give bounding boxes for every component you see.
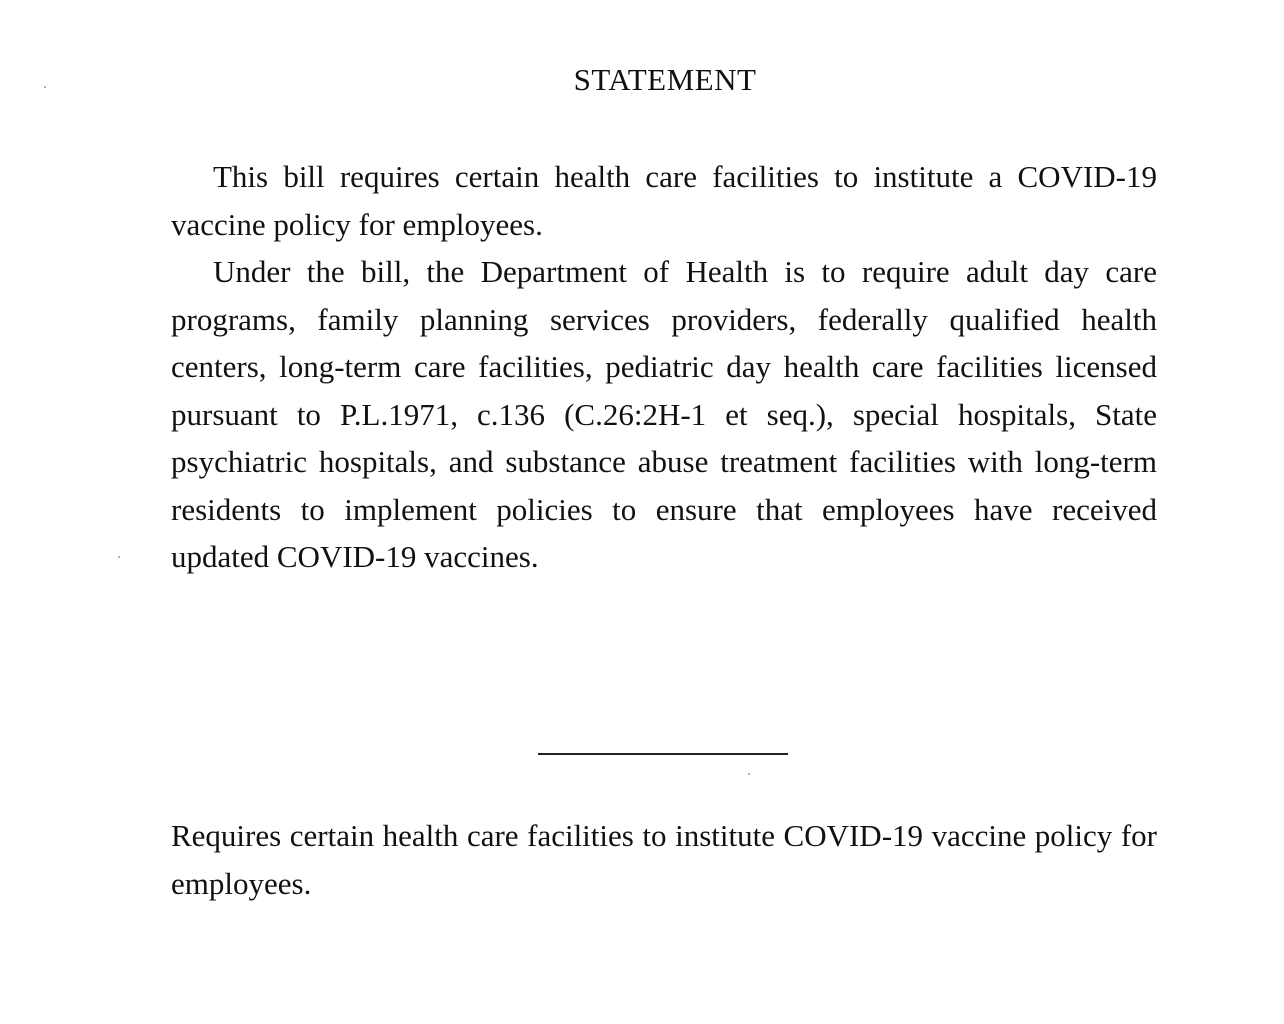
- bill-digest: Requires certain health care facilities to institute COVID-19 vaccine policy for employees.: [171, 818, 1157, 901]
- section-divider: [538, 753, 788, 755]
- statement-paragraph-2: Under the bill, the Department of Health is to require adult day care programs, family planning services providers, federally qualified health centers, long-term care facilities, pediatric day health care facilities licensed pursuant to P.L.1971, c.136 (C.26:2H-1 et seq.), special hospitals, State psychiatric hospitals, and substance abuse treatment facilities with long-term residents to implement policies to ensure that employees have received updated COVID-19 vaccines.: [171, 254, 1157, 574]
- scan-speck: [748, 773, 750, 775]
- scan-speck: [118, 556, 120, 558]
- scan-speck: [44, 86, 46, 88]
- statement-heading: STATEMENT: [573, 62, 757, 97]
- statement-paragraph-1: This bill requires certain health care facilities to institute a COVID-19 vaccine policy for employees.: [171, 159, 1157, 242]
